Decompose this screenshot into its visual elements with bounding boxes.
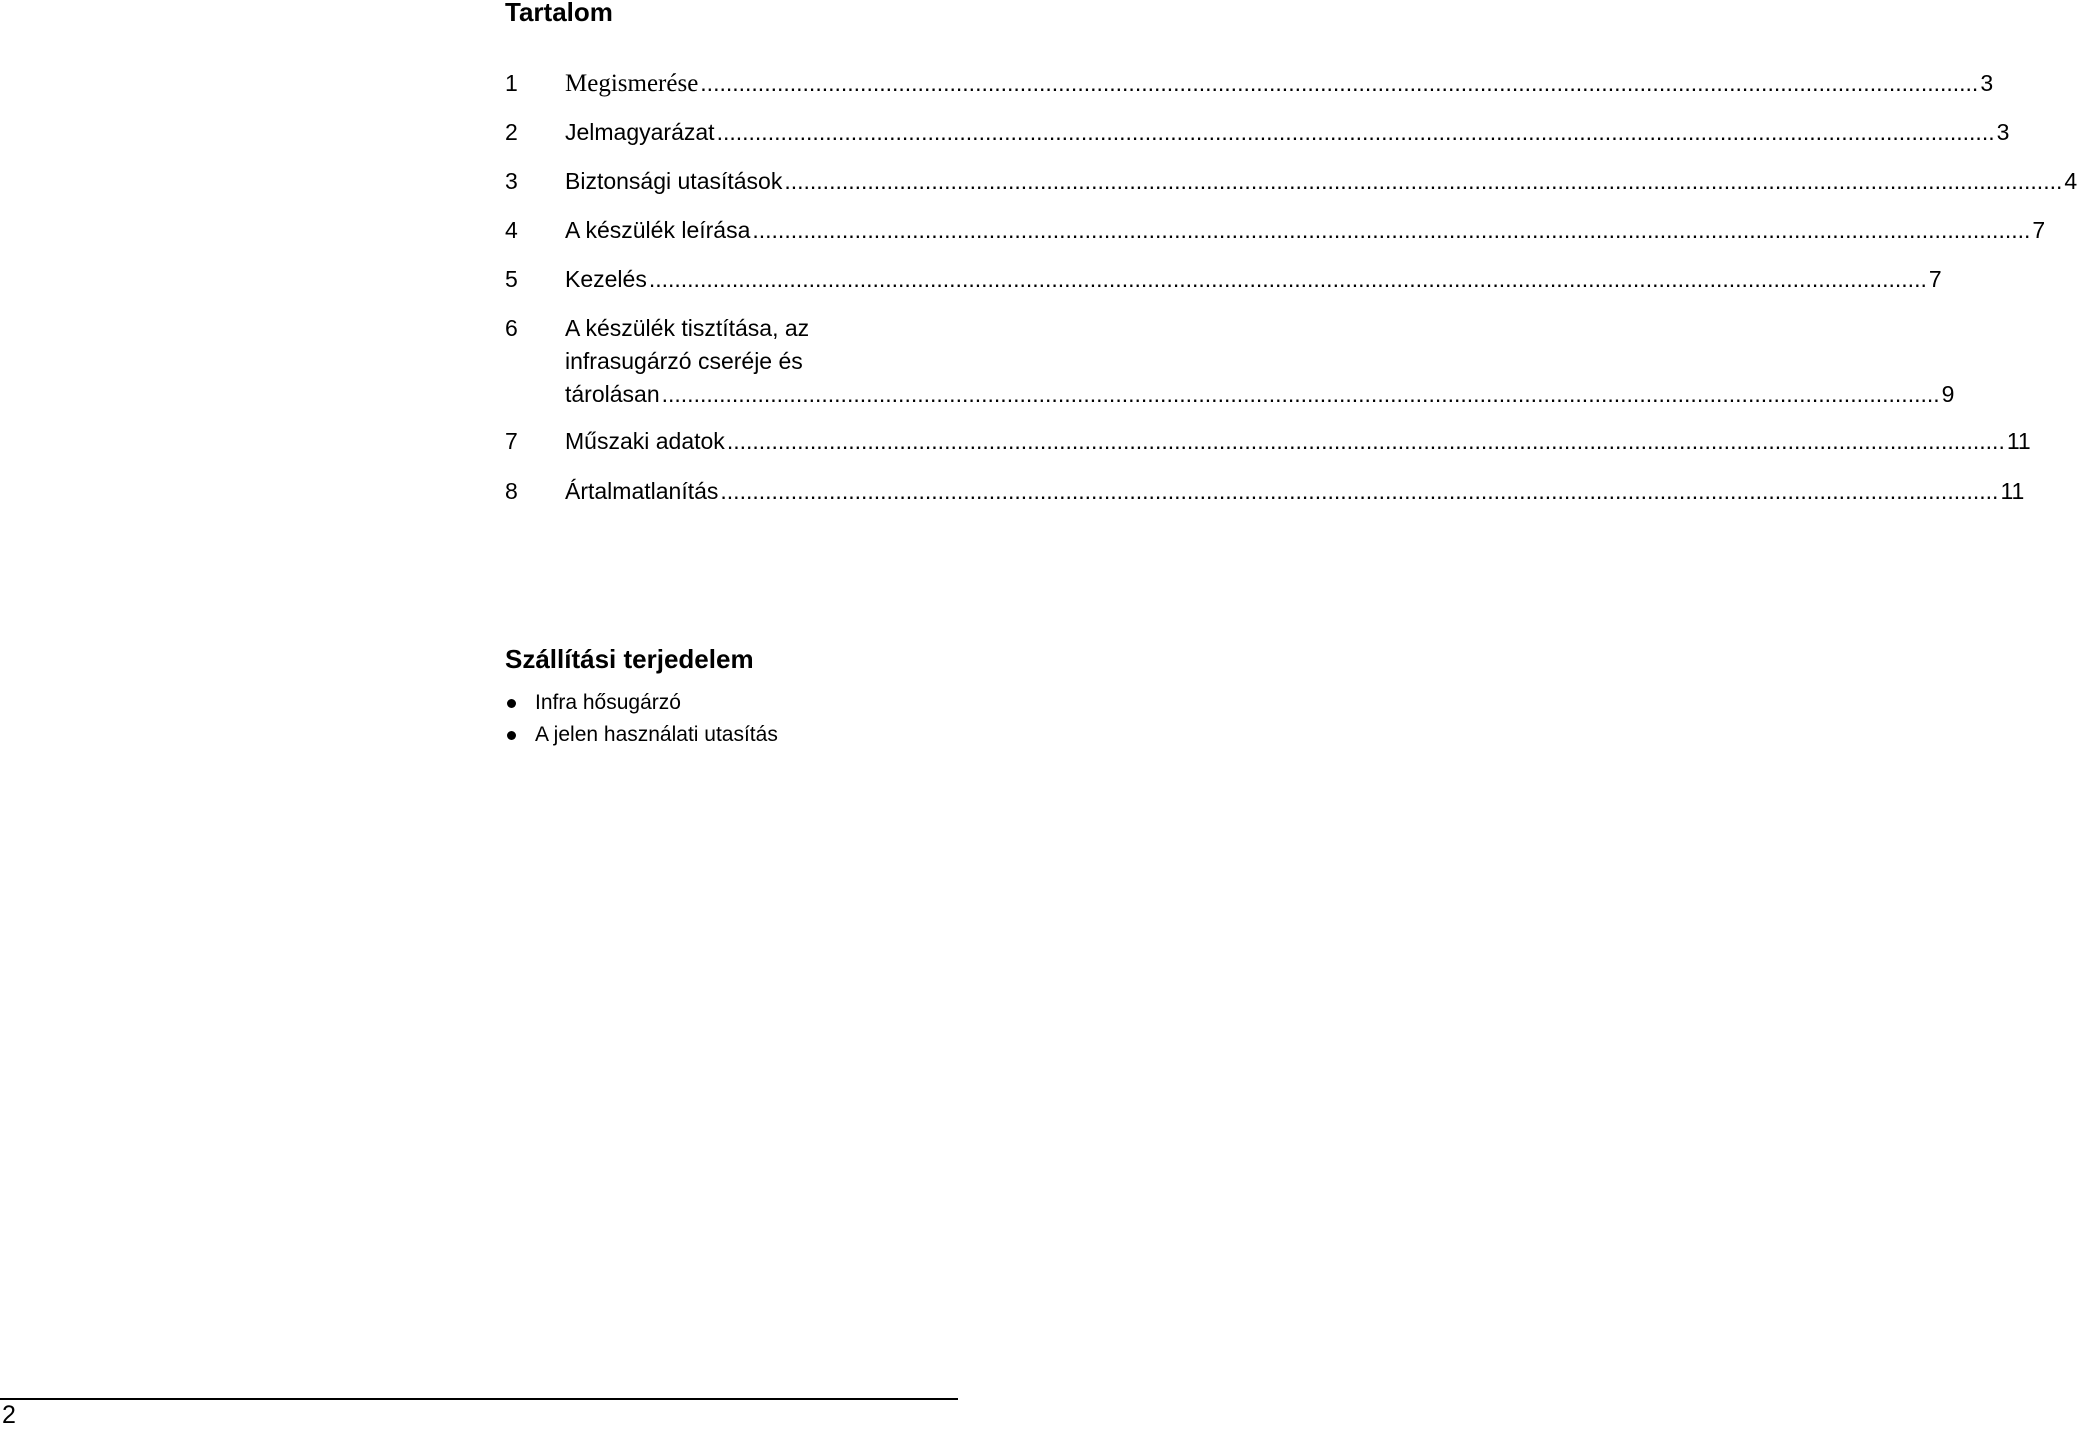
toc-entry-text: A készülék leírása [565, 217, 751, 243]
toc-entry-text: Megismerése [565, 70, 699, 97]
toc-entry-number: 8 [505, 478, 518, 504]
page-number: 2 [2, 1401, 16, 1429]
toc-leader-dots: ........................................................................................................................................................................................................ [700, 70, 1979, 96]
toc-entry-page: 11 [2000, 478, 2025, 504]
toc-entry-page: 3 [1980, 70, 1994, 96]
toc-entry-page: 9 [1941, 381, 1955, 407]
toc-entry-number: 1 [505, 70, 518, 96]
bullet-icon [507, 699, 516, 708]
toc-entry-number: 4 [505, 217, 518, 243]
toc-entry-page: 7 [2032, 217, 2046, 243]
toc-entry-text-line: A készülék tisztítása, az [565, 315, 810, 341]
toc-entry-text: Biztonsági utasítások [565, 168, 783, 194]
bullet-icon [507, 731, 516, 740]
toc-entry-text: Műszaki adatok [565, 428, 725, 454]
toc-entry-page: 3 [1996, 119, 2010, 145]
toc-entry-text: Ártalmatlanítás [565, 478, 719, 504]
toc-leader-dots: ........................................................................................................................................................................................................ [752, 217, 2031, 243]
toc-entry-number: 7 [505, 428, 518, 454]
list-item [505, 687, 778, 719]
toc-leader-dots: ........................................................................................................................................................................................................ [784, 168, 2063, 194]
toc-entry-page: 11 [2006, 428, 2031, 454]
toc-entry-number: 5 [505, 266, 518, 292]
toc-entry-page: 7 [1928, 266, 1942, 292]
footer-divider [0, 1398, 958, 1400]
list-item-text: A jelen használati utasítás [535, 723, 778, 746]
list-item-text: Infra hősugárzó [535, 691, 681, 714]
toc-title: Tartalom [505, 0, 613, 27]
toc-entry-text: tárolásan [565, 381, 660, 407]
toc-entry-page: 4 [2064, 168, 2077, 194]
toc-entry-number: 2 [505, 119, 518, 145]
toc-entry-text: Kezelés [565, 266, 647, 292]
scope-of-delivery-title: Szállítási terjedelem [505, 644, 754, 674]
toc-leader-dots: ........................................................................................................................................................................................................ [726, 428, 2005, 454]
toc-leader-dots: ........................................................................................................................................................................................................ [648, 266, 1927, 292]
toc-leader-dots: ........................................................................................................................................................................................................ [720, 478, 1999, 504]
list-item [505, 719, 778, 751]
scope-of-delivery-list [505, 687, 778, 751]
toc-leader-dots: ........................................................................................................................................................................................................ [716, 119, 1995, 145]
toc-leader-dots: ........................................................................................................................................................................................................ [661, 381, 1940, 407]
toc-entry-number: 3 [505, 168, 518, 194]
toc-entry-text-line: infrasugárzó cseréje és [565, 348, 803, 374]
toc-entry-number: 6 [505, 315, 518, 341]
toc-entry-text: Jelmagyarázat [565, 119, 715, 145]
